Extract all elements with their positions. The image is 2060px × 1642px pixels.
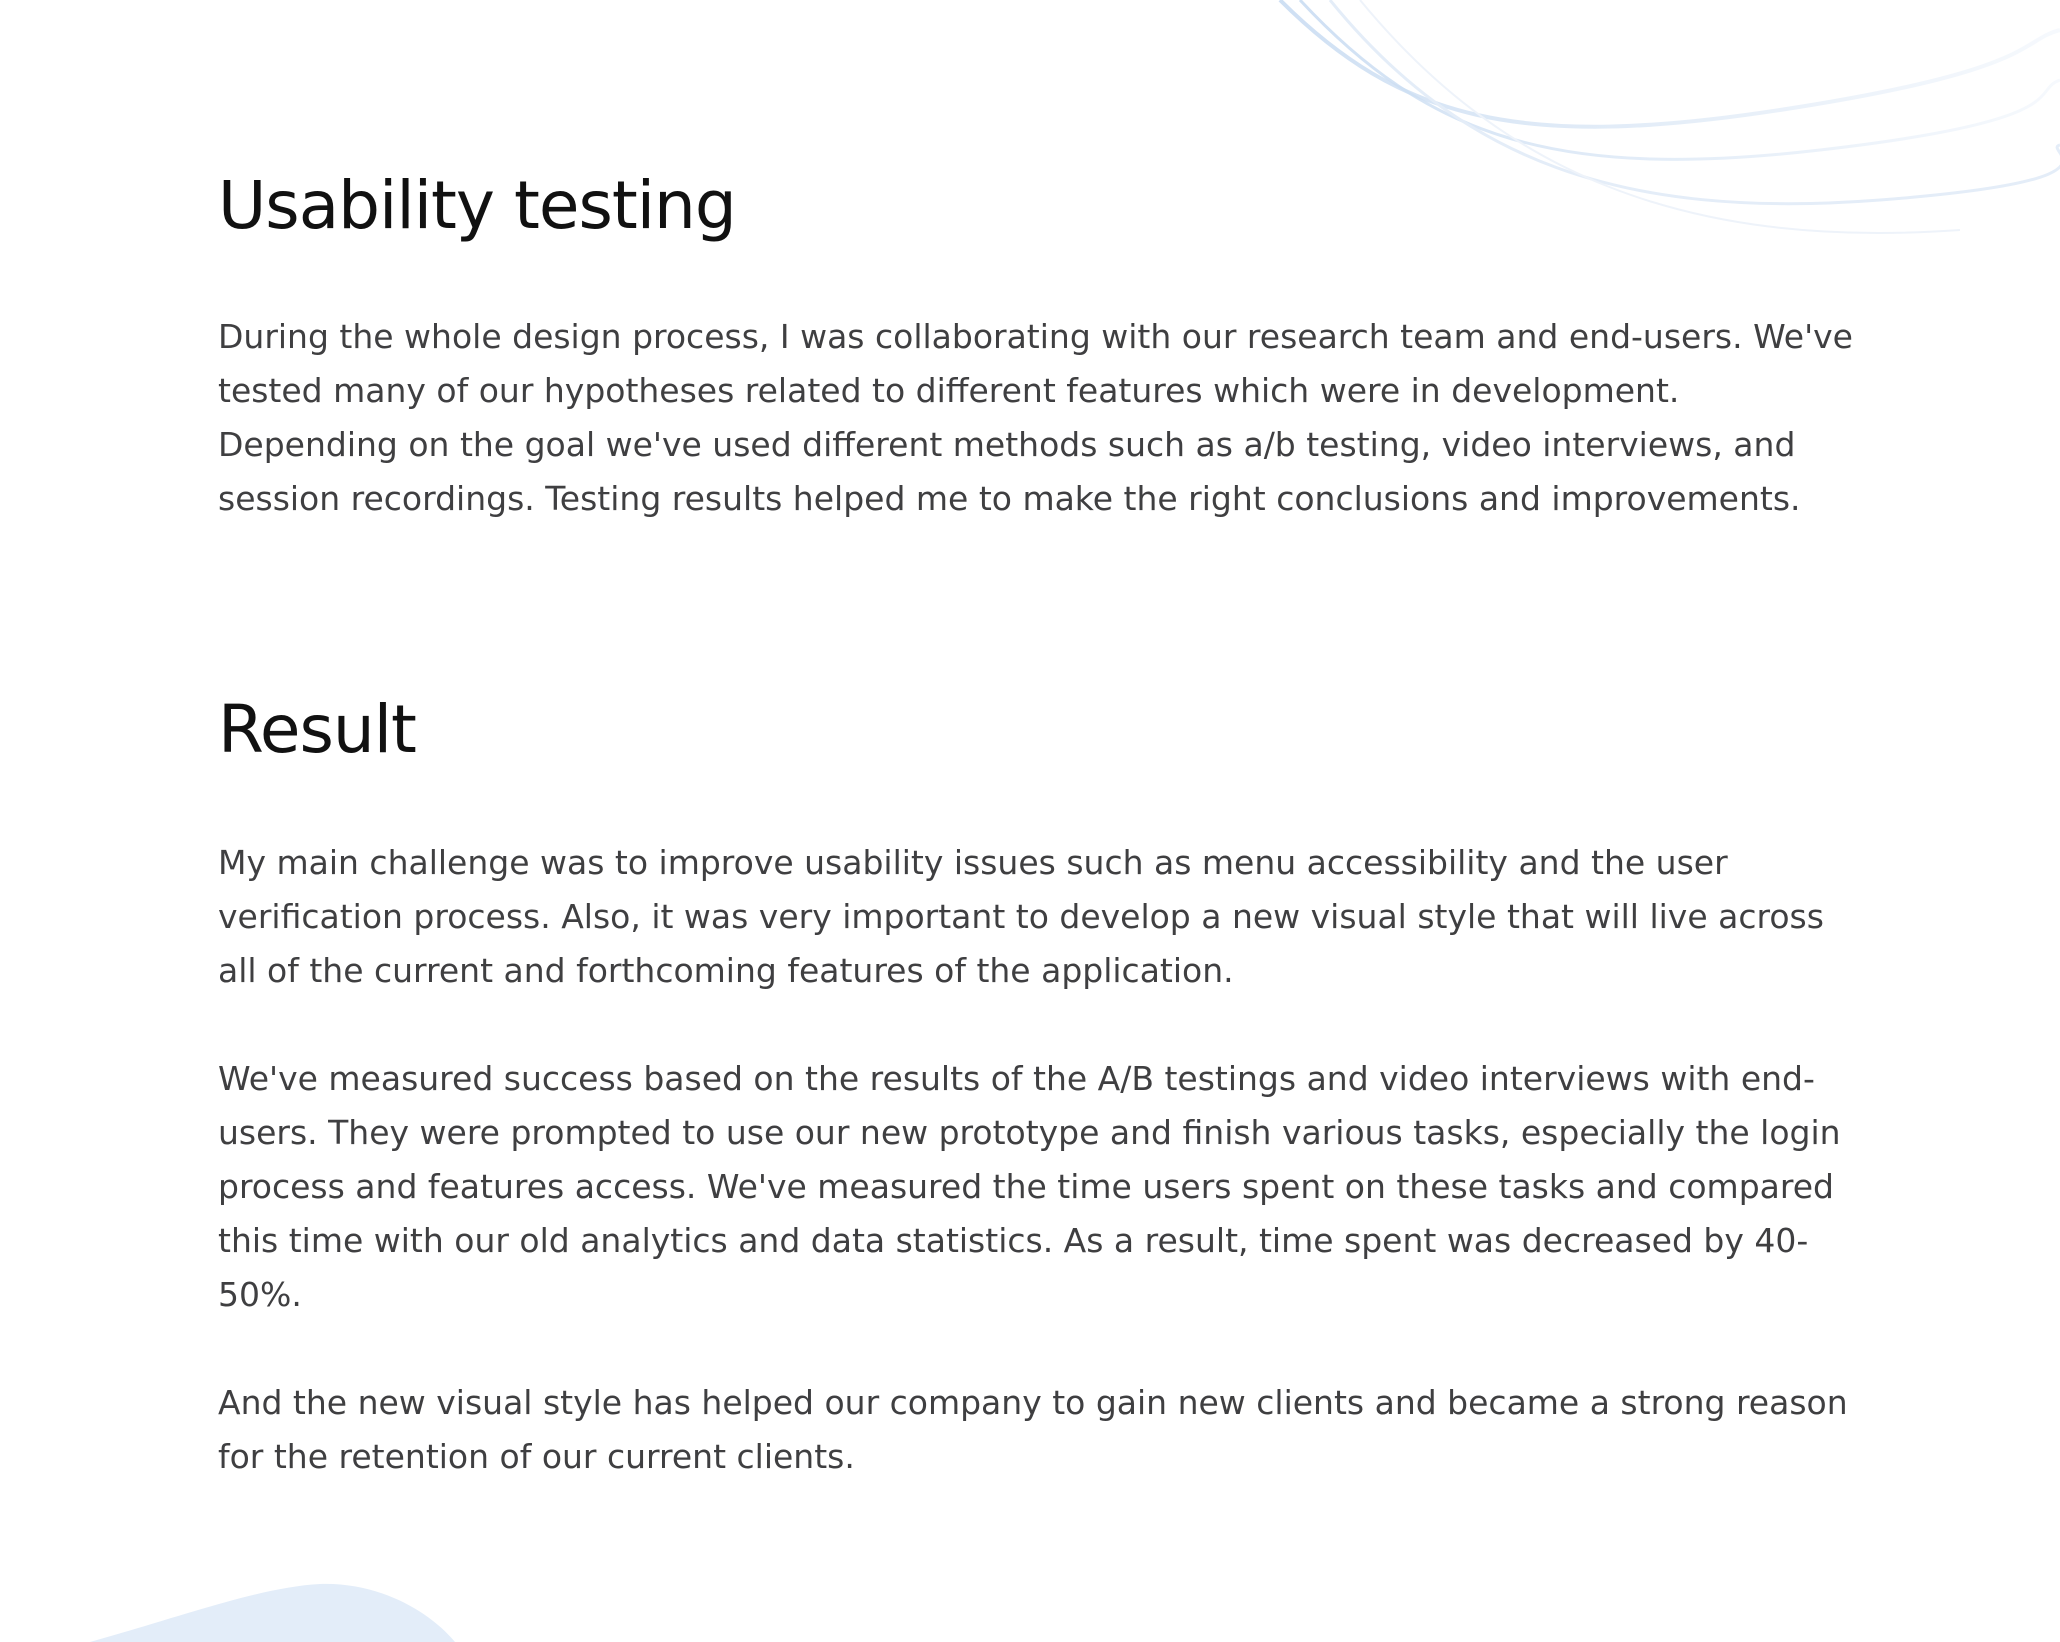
result-heading: Result bbox=[218, 691, 416, 768]
result-paragraph-success-measurement: We've measured success based on the results of the A/B testings and video interviews with end-users. They were prompted to use our new prototype and finish various tasks, especially the login process and features access. We've measured the time users spent on these tasks and compared this time with our old analytics and data statistics. As a result, time spent was decreased by 40-50%. bbox=[218, 1059, 1841, 1314]
usability-testing-paragraph: During the whole design process, I was collaborating with our research team and end-users. We've tested many of our hypotheses related to different features which were in development. Depending on the goal we've used different methods such as a/b testing, video interviews, and session recordings. Testing results helped me to make the right conclusions and improvements. bbox=[218, 317, 1853, 518]
decorative-blob-shape bbox=[0, 1562, 520, 1642]
usability-testing-heading: Usability testing bbox=[218, 167, 736, 244]
result-paragraph-challenge: My main challenge was to improve usability issues such as menu accessibility and the user verification process. Also, it was very important to develop a new visual style that will live across all of the current and forthcoming features of the application. bbox=[218, 843, 1824, 990]
result-paragraph-visual-style: And the new visual style has helped our company to gain new clients and became a strong reason for the retention of our current clients. bbox=[218, 1383, 1848, 1476]
decorative-wave-lines bbox=[1260, 0, 2060, 260]
